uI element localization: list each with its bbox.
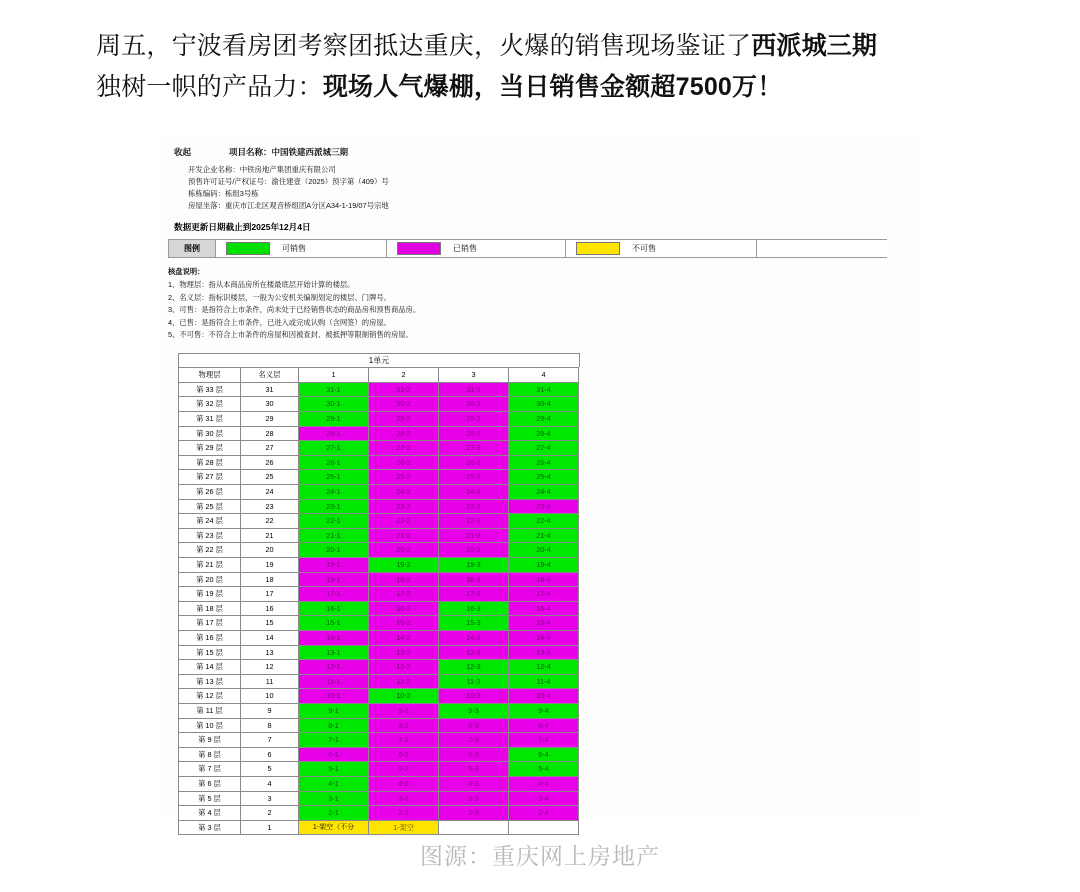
cell-nominal-floor: 9 [241, 703, 299, 718]
col-header-4: 4 [509, 368, 579, 383]
cell-unit[interactable]: 13-4 [509, 645, 579, 660]
cell-unit[interactable]: 5-3 [439, 762, 509, 777]
cell-physical-floor: 第 11 层 [179, 703, 241, 718]
headline-line-2-plain: 独树一帜的产品力： [96, 72, 323, 101]
cell-unit[interactable]: 3-3 [439, 791, 509, 806]
cell-unit[interactable]: 6-2 [369, 747, 439, 762]
cell-unit[interactable]: 8-4 [509, 718, 579, 733]
cell-physical-floor: 第 26 层 [179, 485, 241, 500]
cell-unit[interactable]: 12-4 [509, 660, 579, 675]
cell-unit[interactable]: 28-3 [439, 426, 509, 441]
cell-unit[interactable]: 11-2 [369, 674, 439, 689]
cell-unit[interactable]: 25-1 [299, 470, 369, 485]
cell-nominal-floor: 10 [241, 689, 299, 704]
cell-physical-floor: 第 17 层 [179, 616, 241, 631]
cell-physical-floor: 第 33 层 [179, 382, 241, 397]
table-row [179, 703, 579, 718]
cell-nominal-floor: 18 [241, 572, 299, 587]
cell-physical-floor: 第 14 层 [179, 660, 241, 675]
cell-unit[interactable]: 22-4 [509, 514, 579, 529]
cell-physical-floor: 第 29 层 [179, 441, 241, 456]
table-row [179, 630, 579, 645]
cell-unit[interactable]: 2-3 [439, 806, 509, 821]
page-headline [0, 0, 1080, 107]
cell-physical-floor: 第 15 层 [179, 645, 241, 660]
cell-unit[interactable]: 11-3 [439, 674, 509, 689]
cell-unit[interactable]: 29-1 [299, 412, 369, 427]
cell-unit[interactable]: 10-2 [369, 689, 439, 704]
cell-unit[interactable]: 25-4 [509, 470, 579, 485]
cell-unit[interactable]: 29-2 [369, 412, 439, 427]
cell-unit[interactable]: 4-1 [299, 776, 369, 791]
cell-nominal-floor: 16 [241, 601, 299, 616]
cell-nominal-floor: 14 [241, 630, 299, 645]
headline-line-1-plain: 周五，宁波看房团考察团抵达重庆，火爆的销售现场鉴证了 [96, 32, 752, 60]
cell-unit[interactable]: 7-2 [369, 733, 439, 748]
cell-unit[interactable]: 28-1 [299, 426, 369, 441]
cell-unit[interactable]: 20-4 [509, 543, 579, 558]
table-row [179, 776, 579, 791]
data-update-date: 数据更新日期截止到2025年12月4日 [174, 221, 311, 232]
table-row [179, 455, 579, 470]
cell-unit[interactable]: 27-4 [509, 441, 579, 456]
table-row [179, 485, 579, 500]
legend-label-available: 可销售 [282, 243, 306, 253]
cell-unit[interactable]: 26-2 [369, 455, 439, 470]
note-line: 3、可售：是指符合上市条件，尚未处于已经销售状态的商品房和预售商品房。 [168, 305, 421, 315]
cell-physical-floor: 第 30 层 [179, 426, 241, 441]
cell-nominal-floor: 25 [241, 470, 299, 485]
cell-physical-floor: 第 28 层 [179, 455, 241, 470]
cell-nominal-floor: 26 [241, 455, 299, 470]
cell-unit[interactable]: 9-3 [439, 703, 509, 718]
cell-unit[interactable]: 14-1 [299, 630, 369, 645]
cell-unit[interactable]: 9-4 [509, 703, 579, 718]
cell-unit[interactable]: 24-4 [509, 485, 579, 500]
cell-physical-floor: 第 3 层 [179, 820, 241, 835]
cell-nominal-floor: 19 [241, 558, 299, 573]
legend-bar [168, 239, 887, 258]
cell-unit[interactable]: 4-4 [509, 776, 579, 791]
cell-nominal-floor: 17 [241, 587, 299, 602]
cell-unit[interactable]: 17-2 [369, 587, 439, 602]
cell-unit[interactable]: 20-3 [439, 543, 509, 558]
cell-unit[interactable]: 3-1 [299, 791, 369, 806]
cell-physical-floor: 第 12 层 [179, 689, 241, 704]
cell-physical-floor: 第 16 层 [179, 630, 241, 645]
table-row [179, 528, 579, 543]
table-row [179, 689, 579, 704]
legend-swatch-yellow-icon [576, 242, 620, 255]
cell-unit[interactable]: 17-1 [299, 587, 369, 602]
cell-unit[interactable]: 10-4 [509, 689, 579, 704]
cell-physical-floor: 第 5 层 [179, 791, 241, 806]
cell-unit[interactable]: 12-3 [439, 660, 509, 675]
cell-unit[interactable]: 25-3 [439, 470, 509, 485]
cell-physical-floor: 第 27 层 [179, 470, 241, 485]
cell-unit[interactable]: 7-3 [439, 733, 509, 748]
table-row [179, 558, 579, 573]
cell-unit[interactable]: 18-3 [439, 572, 509, 587]
table-row [179, 601, 579, 616]
cell-nominal-floor: 31 [241, 382, 299, 397]
cell-unit[interactable]: 16-3 [439, 601, 509, 616]
cell-unit[interactable]: 3-4 [509, 791, 579, 806]
cell-nominal-floor: 28 [241, 426, 299, 441]
legend-label-sold: 已销售 [453, 243, 477, 253]
cell-nominal-floor: 3 [241, 791, 299, 806]
cell-unit[interactable]: 31-1 [299, 382, 369, 397]
cell-unit[interactable]: 5-1 [299, 762, 369, 777]
cell-unit[interactable]: 5-4 [509, 762, 579, 777]
table-row [179, 820, 579, 835]
cell-unit[interactable]: 5-2 [369, 762, 439, 777]
table-row [179, 674, 579, 689]
cell-unit[interactable]: 15-2 [369, 616, 439, 631]
table-row [179, 645, 579, 660]
cell-physical-floor: 第 7 层 [179, 762, 241, 777]
table-header-row [179, 368, 579, 383]
cell-unit[interactable]: 19-4 [509, 558, 579, 573]
cell-physical-floor: 第 6 层 [179, 776, 241, 791]
cell-unit[interactable]: 13-2 [369, 645, 439, 660]
note-line: 1、物理层：指从本商品房所在楼最底层开始计算的楼层。 [168, 280, 355, 290]
cell-physical-floor: 第 10 层 [179, 718, 241, 733]
cell-unit[interactable]: 6-1 [299, 747, 369, 762]
cell-unit[interactable]: 12-1 [299, 660, 369, 675]
cell-unit[interactable]: 18-2 [369, 572, 439, 587]
embedded-screenshot [160, 136, 920, 832]
legend-item-available [216, 240, 387, 257]
col-header-nominal: 名义层 [241, 368, 299, 383]
cell-unit[interactable]: 23-1 [299, 499, 369, 514]
table-row [179, 397, 579, 412]
headline-line-1 [96, 26, 1024, 67]
cell-physical-floor: 第 18 层 [179, 601, 241, 616]
col-header-physical: 物理层 [179, 368, 241, 383]
cell-unit[interactable]: 19-1 [299, 558, 369, 573]
table-row [179, 762, 579, 777]
cell-unit[interactable]: 2-2 [369, 806, 439, 821]
cell-unit[interactable]: 15-3 [439, 616, 509, 631]
cell-unit[interactable]: 10-3 [439, 689, 509, 704]
cell-unit[interactable]: 26-4 [509, 455, 579, 470]
cell-unit[interactable]: 7-4 [509, 733, 579, 748]
cell-nominal-floor: 7 [241, 733, 299, 748]
cell-unit[interactable]: 27-3 [439, 441, 509, 456]
table-row [179, 543, 579, 558]
table-row [179, 572, 579, 587]
legend-title: 图例 [169, 240, 216, 257]
cell-unit[interactable]: 22-3 [439, 514, 509, 529]
notes-block [168, 266, 888, 341]
cell-nominal-floor: 27 [241, 441, 299, 456]
cell-unit[interactable]: 17-4 [509, 587, 579, 602]
cell-unit[interactable]: 27-1 [299, 441, 369, 456]
cell-unit[interactable]: 13-3 [439, 645, 509, 660]
cell-unit[interactable]: 23-4 [509, 499, 579, 514]
cell-nominal-floor: 20 [241, 543, 299, 558]
table-row [179, 499, 579, 514]
headline-line-2 [96, 67, 1024, 108]
cell-unit[interactable]: 21-3 [439, 528, 509, 543]
source-caption: 图源：重庆网上房地产 [420, 843, 660, 869]
cell-unit[interactable]: 23-2 [369, 499, 439, 514]
cell-unit[interactable]: 16-4 [509, 601, 579, 616]
cell-unit[interactable]: 20-2 [369, 543, 439, 558]
cell-unit[interactable]: 3-2 [369, 791, 439, 806]
cell-nominal-floor: 21 [241, 528, 299, 543]
cell-unit[interactable]: 28-2 [369, 426, 439, 441]
cell-physical-floor: 第 20 层 [179, 572, 241, 587]
cell-unit[interactable]: 14-3 [439, 630, 509, 645]
cell-physical-floor: 第 22 层 [179, 543, 241, 558]
cell-unit[interactable]: 14-2 [369, 630, 439, 645]
cell-nominal-floor: 22 [241, 514, 299, 529]
cell-nominal-floor: 2 [241, 806, 299, 821]
cell-nominal-floor: 13 [241, 645, 299, 660]
cell-unit[interactable]: 29-3 [439, 412, 509, 427]
cell-unit[interactable]: 26-3 [439, 455, 509, 470]
cell-unit[interactable]: 13-1 [299, 645, 369, 660]
cell-unit[interactable]: 22-1 [299, 514, 369, 529]
cell-unit[interactable]: 2-4 [509, 806, 579, 821]
cell-unit[interactable]: 15-1 [299, 616, 369, 631]
cell-unit[interactable]: 16-2 [369, 601, 439, 616]
legend-label-unavailable: 不可售 [632, 243, 656, 253]
cell-unit[interactable]: 1-架空（不分 [299, 820, 369, 835]
cell-physical-floor: 第 31 层 [179, 412, 241, 427]
cell-unit[interactable]: 18-4 [509, 572, 579, 587]
note-line: 4、已售：是指符合上市条件，已进入或完成认购（含网签）的房屋。 [168, 317, 391, 327]
cell-unit[interactable]: 9-2 [369, 703, 439, 718]
cell-physical-floor: 第 19 层 [179, 587, 241, 602]
cell-nominal-floor: 29 [241, 412, 299, 427]
cell-unit[interactable]: 23-3 [439, 499, 509, 514]
col-header-3: 3 [439, 368, 509, 383]
table-row [179, 412, 579, 427]
table-row [179, 441, 579, 456]
note-line: 5、不可售：不符合上市条件的房屋和因被查封、被抵押等限制销售的房屋。 [168, 329, 413, 339]
cell-unit[interactable]: 1-架空 [369, 820, 439, 835]
cell-nominal-floor: 6 [241, 747, 299, 762]
meta-row: 开发企业名称：中铁房地产集团重庆有限公司 [188, 165, 336, 174]
table-row [179, 718, 579, 733]
cell-nominal-floor: 11 [241, 674, 299, 689]
cell-unit[interactable]: 26-1 [299, 455, 369, 470]
cell-nominal-floor: 8 [241, 718, 299, 733]
cell-nominal-floor: 30 [241, 397, 299, 412]
cell-unit[interactable]: 31-4 [509, 382, 579, 397]
cell-unit[interactable]: 31-2 [369, 382, 439, 397]
table-row [179, 514, 579, 529]
cell-unit[interactable]: 12-2 [369, 660, 439, 675]
table-row [179, 426, 579, 441]
table-row [179, 587, 579, 602]
cell-unit[interactable]: 29-4 [509, 412, 579, 427]
notes-title: 核盘说明： [168, 266, 205, 276]
cell-unit[interactable]: 24-1 [299, 485, 369, 500]
cell-unit[interactable]: 19-3 [439, 558, 509, 573]
cell-unit[interactable]: 20-1 [299, 543, 369, 558]
meta-row: 栋栋编码：栋组3号栋 [188, 188, 259, 198]
table-row [179, 382, 579, 397]
cell-unit[interactable]: 22-2 [369, 514, 439, 529]
cell-unit[interactable]: 4-2 [369, 776, 439, 791]
cell-physical-floor: 第 25 层 [179, 499, 241, 514]
cell-unit[interactable]: 24-2 [369, 485, 439, 500]
legend-swatch-green-icon [226, 242, 270, 255]
cell-unit[interactable]: 30-2 [369, 397, 439, 412]
cell-unit[interactable]: 7-1 [299, 733, 369, 748]
cell-unit[interactable]: 8-3 [439, 718, 509, 733]
headline-line-1-bold: 西派城三期 [751, 32, 878, 60]
cell-nominal-floor: 4 [241, 776, 299, 791]
cell-nominal-floor: 5 [241, 762, 299, 777]
cell-unit[interactable]: 17-3 [439, 587, 509, 602]
cell-unit[interactable]: 19-2 [369, 558, 439, 573]
legend-item-sold [387, 240, 566, 257]
project-meta-block [160, 136, 920, 212]
cell-unit[interactable]: 9-1 [299, 703, 369, 718]
project-name-label: 项目名称：中国铁建西派城三期 [229, 147, 349, 157]
cell-unit[interactable]: 21-1 [299, 528, 369, 543]
legend-swatch-purple-icon [397, 242, 441, 255]
cell-nominal-floor: 15 [241, 616, 299, 631]
cell-physical-floor: 第 13 层 [179, 674, 241, 689]
cell-unit[interactable]: 21-2 [369, 528, 439, 543]
cell-physical-floor: 第 24 层 [179, 514, 241, 529]
table-row [179, 747, 579, 762]
cell-unit[interactable]: 16-1 [299, 601, 369, 616]
table-row [179, 470, 579, 485]
cell-unit[interactable]: 10-1 [299, 689, 369, 704]
cell-unit [439, 820, 509, 835]
meta-row: 房屋坐落：重庆市江北区观音桥组团A分区A34-1-19/07号宗地 [188, 200, 389, 210]
cell-unit[interactable]: 14-4 [509, 630, 579, 645]
cell-unit[interactable]: 8-1 [299, 718, 369, 733]
cell-nominal-floor: 24 [241, 485, 299, 500]
cell-unit[interactable]: 4-3 [439, 776, 509, 791]
cell-unit[interactable]: 18-1 [299, 572, 369, 587]
cell-unit[interactable]: 15-4 [509, 616, 579, 631]
col-header-2: 2 [369, 368, 439, 383]
cell-unit[interactable]: 11-4 [509, 674, 579, 689]
table-row [179, 806, 579, 821]
table-row [179, 616, 579, 631]
cell-unit[interactable]: 24-3 [439, 485, 509, 500]
headline-line-2-bold: 现场人气爆棚，当日销售金额超7500万！ [322, 72, 783, 101]
note-line: 2、名义层：指标识楼层，一般为公安机关编制划定的楼层、门牌号。 [168, 292, 391, 302]
table-row [179, 733, 579, 748]
project-meta-rows [188, 164, 920, 212]
cell-physical-floor: 第 9 层 [179, 733, 241, 748]
cell-unit[interactable]: 31-3 [439, 382, 509, 397]
cell-unit[interactable]: 30-1 [299, 397, 369, 412]
cell-unit[interactable]: 28-4 [509, 426, 579, 441]
unit-title: 1单元 [178, 353, 580, 367]
meta-row: 预售许可证号/产权证号：渝住建壹（2025）预字第（409）号 [188, 176, 389, 186]
table-row [179, 660, 579, 675]
cell-unit [509, 820, 579, 835]
legend-item-unavailable [566, 240, 757, 257]
table-body [179, 382, 579, 834]
cell-nominal-floor: 12 [241, 660, 299, 675]
cell-unit[interactable]: 27-2 [369, 441, 439, 456]
cell-unit[interactable]: 6-4 [509, 747, 579, 762]
cell-physical-floor: 第 32 层 [179, 397, 241, 412]
units-grid-table [178, 367, 579, 835]
cell-unit[interactable]: 30-3 [439, 397, 509, 412]
cell-nominal-floor: 1 [241, 820, 299, 835]
cell-physical-floor: 第 23 层 [179, 528, 241, 543]
cell-nominal-floor: 23 [241, 499, 299, 514]
cell-unit[interactable]: 21-4 [509, 528, 579, 543]
cell-unit[interactable]: 2-1 [299, 806, 369, 821]
cell-physical-floor: 第 8 层 [179, 747, 241, 762]
cell-unit[interactable]: 11-1 [299, 674, 369, 689]
table-row [179, 791, 579, 806]
cell-unit[interactable]: 6-3 [439, 747, 509, 762]
col-header-1: 1 [299, 368, 369, 383]
collapse-toggle[interactable]: 收起 [174, 147, 192, 157]
cell-unit[interactable]: 8-2 [369, 718, 439, 733]
cell-unit[interactable]: 30-4 [509, 397, 579, 412]
cell-physical-floor: 第 4 层 [179, 806, 241, 821]
cell-unit[interactable]: 25-2 [369, 470, 439, 485]
cell-physical-floor: 第 21 层 [179, 558, 241, 573]
